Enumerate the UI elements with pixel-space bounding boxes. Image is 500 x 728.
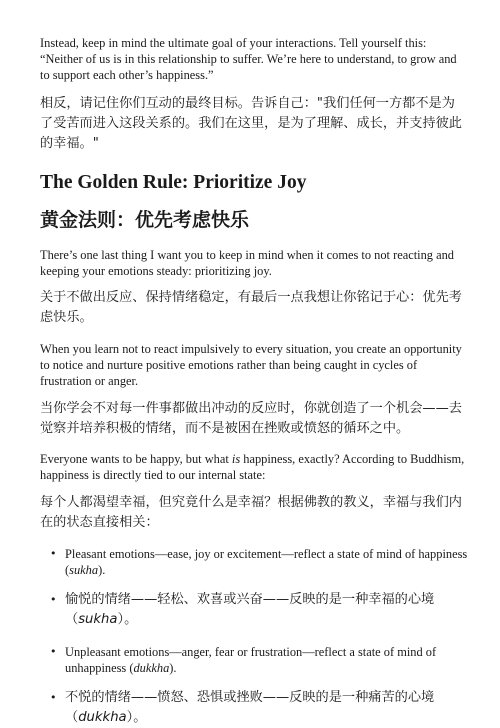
paragraph-en: When you learn not to react impulsively to every situation, you create an opportunity to notice and nurture positive emotions rather than being caught in cycles of frustration or anger. — [40, 342, 462, 388]
bullet-icon: • — [50, 645, 57, 658]
text-span: ）。 — [126, 710, 147, 725]
bullet-icon: • — [50, 691, 57, 704]
paragraph-zh: 关于不做出反应、保持情绪稳定，有最后一点我想让你铭记于心：优先考虑快乐。 — [40, 290, 462, 325]
text-span: Everyone wants to be happy, but what — [40, 452, 232, 466]
bullet-icon: • — [50, 593, 57, 606]
paragraph-en: There’s one last thing I want you to keep in mind when it comes to not reacting and keeping your emotions steady: prioritizing joy. — [40, 248, 454, 278]
text-span: 愉悦的情绪——轻松、欢喜或兴奋——反映的是一种幸福的心境（ — [65, 592, 435, 627]
text-span: Pleasant emotions—ease, joy or excitement—reflect a state of mind of happiness ( — [65, 547, 468, 577]
text-span: happiness, exactly? According to Buddhism, happiness is directly tied to our internal state: — [40, 452, 465, 482]
text-span: Unpleasant emotions—anger, fear or frustration—reflect a state of mind of unhappiness ( — [65, 645, 437, 675]
list-item — [50, 688, 468, 728]
document-page — [40, 35, 468, 728]
list-item — [50, 590, 468, 630]
emphasis-text: is — [231, 452, 241, 466]
pali-term: sukha — [78, 612, 118, 627]
text-span: 不悦的情绪——愤怒、恐惧或挫败——反映的是一种痛苦的心境（ — [65, 690, 435, 725]
text-span: ). — [98, 563, 106, 577]
list-item — [50, 546, 468, 578]
pali-term: dukkha — [78, 710, 127, 725]
list-item — [50, 644, 468, 676]
paragraph-zh: 当你学会不对每一件事都做出冲动的反应时，你就创造了一个机会——去觉察并培养积极的情绪，而不是被困在挫败或愤怒的循环之中。 — [40, 401, 462, 436]
pali-term: sukha — [69, 563, 99, 577]
emotion-bullet-list — [40, 546, 468, 728]
text-span: ）。 — [117, 612, 138, 627]
text-span: ). — [169, 661, 177, 675]
intro-paragraph-zh: 相反，请记住你们互动的最终目标。告诉自己："我们任何一方都不是为了受苦而进入这段关系的。我们在这里，是为了理解、成长，并支持彼此的幸福。" — [40, 96, 462, 151]
intro-paragraph-en: Instead, keep in mind the ultimate goal of your interactions. Tell yourself this: “Neither of us is in this relationship to suffer. We’re here to understand, to grow and to support each other’s happiness.” — [40, 36, 457, 82]
happiness-paragraph-zh: 每个人都渴望幸福，但究竟什么是幸福？根据佛教的教义，幸福与我们内在的状态直接相关： — [40, 495, 462, 530]
pali-term: dukkha — [133, 661, 170, 675]
section-heading-en: The Golden Rule: Prioritize Joy — [40, 172, 307, 193]
happiness-paragraph-en — [40, 451, 468, 483]
bullet-icon: • — [50, 547, 57, 560]
section-heading-zh: 黄金法则：优先考虑快乐 — [40, 209, 250, 231]
